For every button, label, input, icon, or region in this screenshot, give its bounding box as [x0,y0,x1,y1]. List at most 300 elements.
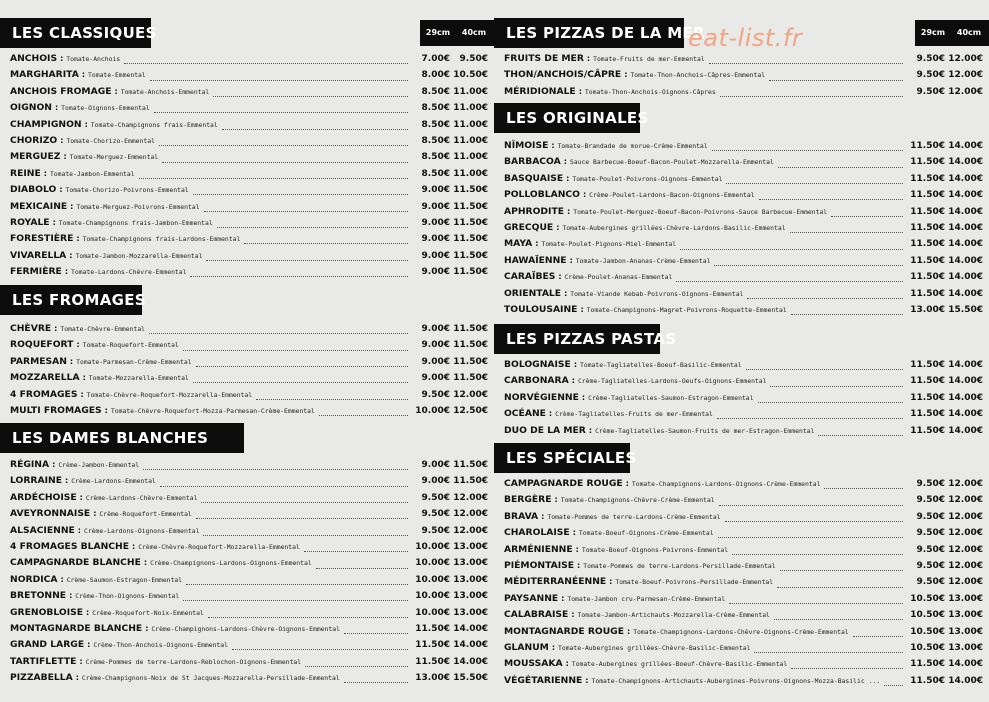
price-29cm: 10.00€ [415,607,450,618]
dot-leader [780,561,903,571]
price-40cm: 14.00€ [948,141,983,151]
price-40cm: 12.00€ [453,492,488,503]
dot-leader [208,608,408,618]
dot-leader [201,493,408,503]
menu-item [10,231,488,247]
item-name: APHRODITE [504,205,565,217]
item-separator: : [59,185,63,195]
item-ingredients: Tomate-Chèvre-Emmental [60,325,146,333]
item-separator: : [52,460,56,469]
dot-leader [831,207,903,217]
item-name: VÉGÉTARIENNE [504,674,583,686]
price-40cm: 14.00€ [948,425,983,436]
dot-leader [747,289,903,299]
dot-leader [769,71,903,81]
dot-leader [709,54,903,64]
dot-leader [319,406,408,416]
item-ingredients: Crème-Tagliatelles-Fruits de mer-Emmental [555,410,713,419]
dot-leader [680,240,903,250]
dot-leader [213,87,408,97]
menu-item [504,390,983,406]
item-separator: : [80,389,84,399]
price-29cm: 11.50€ [910,376,945,387]
item-separator: : [556,222,560,232]
item-separator: : [69,591,73,601]
item-name: PIÉMONTAISE [504,559,575,571]
item-ingredients: Tomate-Pommes de terre-Lardons-Crème-Emmental [547,512,721,521]
price-40cm: 14.00€ [453,656,488,667]
item-name: FERMIÈRE [10,266,62,278]
price-40cm: 11.00€ [453,152,488,163]
dot-leader [183,591,408,601]
item-name: MULTI FROMAGES [10,404,102,416]
dot-leader [196,357,408,367]
item-separator: : [76,234,80,244]
item-separator: : [64,267,69,277]
price-40cm: 12.00€ [948,528,983,539]
price-29cm: 11.50€ [910,288,945,299]
menu-item [10,182,488,198]
item-ingredients: Crème-Tagliatelles-Saumon-Fruits de mer-Estragon-Emmental [595,426,815,435]
dot-leader [791,659,903,669]
item-ingredients: Tomate-Aubergines grillées-Chèvre-Basilic-Emmental [558,643,751,652]
size-header [915,20,989,46]
price-29cm: 10.50€ [910,642,945,653]
item-ingredients: Crème-Champignons-Lardons-Oignons-Emmental [150,559,312,568]
menu-item [504,574,983,590]
menu-item [10,572,488,588]
price-29cm: 9.50€ [916,528,945,539]
menu-item [504,509,983,525]
price-40cm: 11.50€ [453,460,488,470]
price-29cm: 11.50€ [910,425,945,436]
price-29cm: 9.50€ [916,511,945,522]
price-29cm: 9.00€ [421,340,450,351]
menu-item [504,373,983,389]
dot-leader [203,526,408,536]
price-40cm: 13.00€ [948,610,983,621]
menu-item [10,621,488,637]
price-40cm: 13.00€ [453,541,488,552]
item-name: BRETONNE [10,590,67,602]
item-separator: : [586,54,591,63]
item-ingredients: Tomate-Champignons frais-Jambon-Emmental [58,218,213,227]
price-29cm: 9.50€ [916,54,945,64]
price-29cm: 13.00€ [910,304,945,315]
item-name: MEXICAINE [10,200,68,212]
price-29cm: 11.50€ [415,623,450,634]
item-ingredients: Crème-Lardons-Oignons-Emmental [84,526,200,535]
size-header [420,20,496,46]
item-ingredients: Crème-Roquefort-Emmental [99,510,192,519]
item-separator: : [561,593,565,603]
item-ingredients: Crème-Jambon-Emmental [58,461,140,469]
dot-leader [754,643,903,653]
price-40cm: 12.00€ [948,70,983,81]
dot-leader [304,542,408,552]
section-title: LES DAMES BLANCHES [0,423,244,453]
dot-leader [676,272,903,282]
price-40cm: 11.00€ [453,119,488,130]
item-name: MONTAGNARDE ROUGE [504,625,624,637]
item-separator: : [60,135,64,145]
item-ingredients: Tomate-Champignons-Magret-Poivrons-Roquette-Emmental [586,305,787,314]
menu-item [10,84,488,100]
dot-leader [746,360,903,370]
menu-item [504,624,983,640]
price-29cm: 7.00€ [421,54,450,64]
dot-leader [154,103,408,113]
menu-item [10,555,488,571]
item-separator: : [573,360,578,369]
item-name: BRAVA [504,510,539,522]
price-40cm: 14.00€ [948,376,983,387]
price-40cm: 10.50€ [453,70,488,81]
price-29cm: 8.50€ [421,119,450,130]
menu-item [10,264,488,280]
dot-leader [712,141,903,151]
item-ingredients: Tomate-Jambon cru-Parmesan-Crème-Emmental [567,594,726,603]
price-40cm: 13.00€ [948,626,983,637]
item-separator: : [81,70,86,80]
dot-leader [305,657,408,667]
item-name: POLLOBLANCO [504,189,580,201]
item-ingredients: Tomate-Poulet-Poivrons-Oignons-Emmental [572,174,723,183]
item-separator: : [580,304,584,314]
price-29cm: 9.00€ [421,234,450,245]
item-ingredients: Tomate-Poulet-Merguez-Boeuf-Bacon-Poivrons-Sauce Barbecue-Emmental [573,207,828,216]
dot-leader [196,509,408,519]
price-29cm: 11.50€ [910,409,945,420]
item-separator: : [104,405,108,415]
menu-item [504,357,983,373]
menu-item [504,423,983,439]
watermark: eat-list.fr [688,24,803,52]
menu-item [10,670,488,686]
item-name: MÉDITERRANÉENNE [504,576,607,588]
item-ingredients: Crème-Lardons-Chèvre-Emmental [85,493,198,502]
item-ingredients: Tomate-Jambon-Mozzarella-Emmental [75,251,203,260]
item-ingredients: Tomate-Champignons-Lardons-Chèvre-Oignons-Crème-Emmental [633,627,849,636]
price-29cm: 9.50€ [916,495,945,506]
price-40cm: 14.00€ [453,623,488,634]
size-large-label: 40cm [461,28,487,37]
item-separator: : [624,70,628,80]
item-separator: : [572,528,576,538]
item-separator: : [626,626,631,636]
menu-item [504,51,983,67]
item-ingredients: Crème-Champignons-Noix de St Jacques-Mozzarella-Persillade-Emmental [81,674,340,683]
dot-leader [790,223,903,233]
item-ingredients: Crème-Champignons-Lardons-Chèvre-Oignons-Emmental [151,624,340,633]
item-ingredients: Tomate-Chèvre-Roquefort-Mozzarella-Emmental [86,390,253,399]
item-name: CHÈVRE [10,323,52,334]
menu-item [504,492,983,508]
price-40cm: 11.00€ [453,103,488,114]
menu-item [504,591,983,607]
menu-item [504,286,983,302]
menu-item [504,558,983,574]
dot-leader [853,627,903,637]
price-40cm: 13.00€ [453,558,488,569]
price-29cm: 13.00€ [415,673,450,684]
menu-item [10,100,488,116]
price-29cm: 9.00€ [421,373,450,384]
item-ingredients: Crème-Lardons-Emmental [71,477,156,486]
item-separator: : [558,272,562,282]
dot-leader [719,496,903,506]
item-separator: : [567,206,571,216]
item-name: ALSACIENNE [10,524,75,536]
dot-leader [160,477,408,487]
price-40cm: 14.00€ [948,409,983,420]
item-ingredients: Tomate-Thon-Anchois-Câpres-Emmental [630,71,766,80]
menu-item [10,523,488,539]
price-40cm: 13.00€ [453,574,488,585]
menu-item [504,656,983,672]
dot-leader [714,256,903,266]
price-40cm: 11.50€ [453,185,488,196]
item-ingredients: Tomate-Merguez-Poivrons-Emmental [76,202,200,211]
item-ingredients: Sauce Barbecue-Boeuf-Bacon-Poulet-Mozzarella-Emmental [569,158,774,167]
item-name: THON/ANCHOIS/CÂPRE [504,69,622,81]
item-ingredients: Tomate-Lardons-Chèvre-Emmental [71,268,187,277]
item-ingredients: Crème-Tagliatelles-Lardons-Oeufs-Oignons-Emmental [577,377,767,386]
price-29cm: 11.50€ [910,206,945,217]
dot-leader [884,676,903,686]
dot-leader [150,71,408,81]
item-ingredients: Tomate-Aubergines grillées-Chèvre-Lardons-Basilic-Emmental [562,223,786,232]
item-separator: : [60,54,64,63]
item-list [10,51,488,280]
item-separator: : [69,356,74,366]
dot-leader [217,218,408,228]
menu-item [10,506,488,522]
menu-item [10,370,488,386]
price-29cm: 8.50€ [421,86,450,97]
price-29cm: 9.50€ [916,560,945,571]
price-40cm: 12.00€ [948,560,983,571]
item-separator: : [132,541,136,551]
price-40cm: 11.50€ [453,340,488,351]
item-name: ARMÉNIENNE [504,543,573,555]
menu-item [10,490,488,506]
price-29cm: 8.50€ [421,135,450,146]
item-separator: : [76,340,80,350]
item-list [10,321,488,419]
price-40cm: 14.00€ [948,255,983,266]
item-ingredients: Crème-Poulet-Lardons-Bacon-Oignons-Emmental [589,191,755,200]
dot-leader [778,158,903,168]
price-29cm: 10.00€ [415,541,450,552]
item-separator: : [563,157,567,167]
item-name: GLANUM [504,641,549,653]
section-title: LES PIZZAS DE LA MER [494,18,684,48]
dot-leader [758,393,903,403]
dot-leader [717,409,903,419]
dot-leader [316,559,408,569]
item-name: VIVARELLA [10,249,67,261]
item-ingredients: Tomate-Champignons-Artichauts-Aubergines-Poivrons-Oignons-Mozza-Basilic ... [591,676,881,685]
price-29cm: 9.50€ [421,389,450,400]
price-40cm: 12.00€ [948,86,983,97]
menu-item [504,236,983,252]
dot-leader [244,234,408,244]
price-29cm: 10.50€ [910,593,945,604]
price-40cm: 11.50€ [453,217,488,228]
price-40cm: 13.00€ [948,593,983,604]
price-40cm: 12.00€ [948,577,983,588]
item-separator: : [64,476,69,486]
item-ingredients: Tomate-Champignons frais-Lardons-Emmental [82,235,241,244]
dot-leader [139,169,408,179]
item-name: DUO DE LA MER [504,424,586,436]
item-separator: : [565,659,569,669]
price-29cm: 11.50€ [910,255,945,266]
dot-leader [186,575,408,585]
dot-leader [124,54,408,64]
item-ingredients: Tomate-Tagliatelles-Boeuf-Basilic-Emmental [580,361,742,369]
price-29cm: 9.50€ [421,509,450,520]
menu-item [10,321,488,337]
dot-leader [759,190,903,200]
dot-leader [193,185,408,195]
price-29cm: 11.50€ [415,640,450,651]
item-ingredients: Tomate-Brandade de morue-Crème-Emmental [557,142,708,150]
item-name: CHAMPIGNON [10,118,82,130]
item-separator: : [625,479,629,488]
menu-item [10,457,488,473]
item-separator: : [60,574,64,584]
item-ingredients: Tomate-Thon-Anchois-Oignons-Câpres [584,87,716,96]
item-name: ARDÉCHOISE [10,491,77,503]
price-29cm: 11.50€ [910,222,945,233]
price-40cm: 12.00€ [948,54,983,64]
price-40cm: 12.00€ [948,495,983,506]
item-name: BARBACOA [504,156,561,168]
dot-leader [725,512,903,522]
size-large-label: 40cm [956,28,982,37]
menu-item [10,637,488,653]
item-list [10,457,488,686]
menu-item [10,67,488,83]
item-name: 4 FROMAGES [10,388,78,400]
price-40cm: 14.00€ [948,222,983,233]
menu-item [504,269,983,285]
item-separator: : [588,425,593,435]
price-29cm: 10.00€ [415,558,450,569]
item-ingredients: Tomate-Roquefort-Emmental [82,341,179,350]
item-name: GRAND LARGE [10,639,85,651]
price-40cm: 13.00€ [453,607,488,618]
price-29cm: 11.50€ [910,675,945,686]
item-ingredients: Crème-Chèvre-Roquefort-Mozzarella-Emmental [138,542,300,551]
item-name: MONTAGNARDE BLANCHE [10,622,143,634]
item-ingredients: Tomate-Anchois [66,55,121,63]
menu-item [504,607,983,623]
item-separator: : [54,103,59,113]
item-ingredients: Tomate-Boeuf-Oignons-Poivrons-Emmental [581,545,729,554]
price-40cm: 12.00€ [453,525,488,536]
item-separator: : [43,168,47,178]
menu-item [10,199,488,215]
dot-leader [206,251,408,261]
price-29cm: 9.00€ [421,185,450,196]
item-name: AVEYRONNAISE [10,508,91,520]
price-40cm: 12.50€ [453,405,488,416]
menu-item [504,204,983,220]
dot-leader [729,594,903,604]
price-40cm: 12.00€ [948,511,983,522]
price-29cm: 9.50€ [421,492,450,503]
item-name: ANCHOIS [10,53,58,64]
menu-item [10,387,488,403]
price-29cm: 9.50€ [916,479,945,489]
price-29cm: 11.50€ [910,272,945,283]
item-ingredients: Tomate-Chèvre-Roquefort-Mozza-Parmesan-Crème-Emmental [110,406,315,415]
item-ingredients: Tomate-Champignons-Lardons-Oignons-Crème-Emmental [631,480,821,488]
dot-leader [344,673,408,683]
menu-item [504,154,983,170]
item-separator: : [575,544,579,554]
section-title: LES CLASSIQUES [0,18,151,48]
item-ingredients: Crème-Thon-Oignons-Emmental [75,592,180,601]
dot-leader [344,624,408,634]
price-40cm: 11.50€ [453,324,488,334]
item-name: RÉGINA [10,459,50,470]
item-name: PAYSANNE [504,592,559,604]
item-name: FRUITS DE MER [504,53,584,64]
price-29cm: 9.50€ [421,525,450,536]
price-40cm: 11.50€ [453,267,488,278]
price-29cm: 8.50€ [421,152,450,163]
dot-leader [770,377,903,387]
item-ingredients: Tomate-Chorizo-Poivrons-Emmental [65,186,189,195]
menu-item [10,539,488,555]
item-name: CAMPAGNARDE BLANCHE [10,557,141,569]
item-name: TOULOUSAINE [504,303,578,315]
price-29cm: 11.50€ [910,392,945,403]
menu-item [10,473,488,489]
item-separator: : [77,525,81,535]
menu-item [10,166,488,182]
price-29cm: 10.50€ [910,610,945,621]
item-name: CALABRAISE [504,609,569,621]
item-ingredients: Tomate-Emmental [88,71,146,80]
price-40cm: 12.00€ [453,389,488,400]
price-29cm: 9.00€ [421,201,450,212]
menu-item [10,248,488,264]
menu-item [504,525,983,541]
item-ingredients: Tomate-Champignons-Chèvre-Crème-Emmental [560,496,715,505]
price-40cm: 14.00€ [948,288,983,299]
menu-item [504,138,983,154]
price-40cm: 12.00€ [948,544,983,555]
item-ingredients: Tomate-Aubergines grillées-Boeuf-Chèvre-Basilic-Emmental [571,660,788,669]
section-title: LES PIZZAS PASTAS [494,324,660,354]
price-29cm: 9.00€ [421,476,450,487]
item-name: ROYALE [10,216,50,228]
price-29cm: 8.50€ [421,103,450,114]
item-separator: : [578,86,582,96]
price-40cm: 14.00€ [948,206,983,217]
menu-item [504,673,983,689]
item-name: ANCHOIS FROMAGE [10,85,112,97]
menu-item [10,605,488,621]
price-29cm: 9.50€ [916,86,945,97]
menu-item [504,253,983,269]
item-ingredients: Crème-Tagliatelles-Saumon-Estragon-Emmental [588,393,754,402]
